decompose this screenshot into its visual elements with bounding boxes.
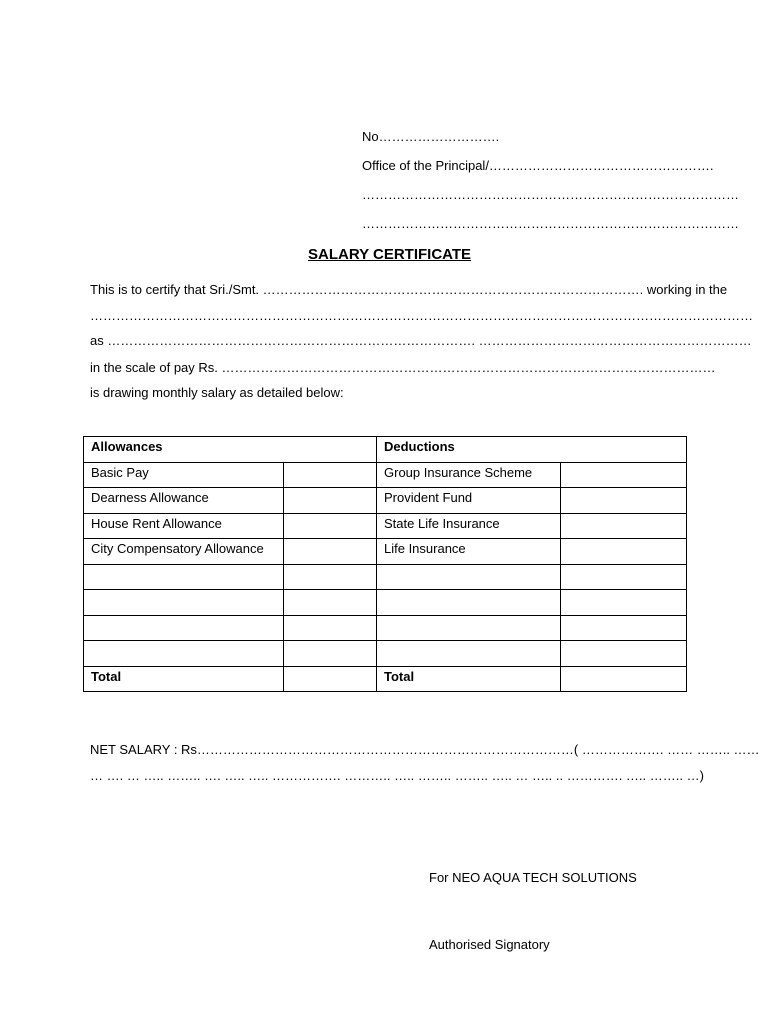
allowance-amount [284, 564, 377, 590]
office-line: Office of the Principal/……………………………………………. [362, 158, 714, 173]
allowance-amount [284, 513, 377, 539]
deduction-amount [561, 462, 687, 488]
reference-number-line: No………………………. [362, 129, 500, 144]
table-row [84, 641, 687, 667]
deduction-label [377, 590, 561, 616]
deduction-label [377, 615, 561, 641]
certify-line [90, 282, 727, 297]
deduction-label [377, 564, 561, 590]
allowance-total-amount [284, 666, 377, 692]
address-blank-line-1: …………………………………………………………………………… [362, 187, 739, 202]
net-salary-words-line: … …. … ….. …….. …. ….. ….. ……………. ……….. ….. …….. …….. ….. … ….. .. …………. ….. …….. …) [90, 768, 704, 783]
address-blank-line-2: …………………………………………………………………………… [362, 216, 739, 231]
deduction-label: State Life Insurance [377, 513, 561, 539]
deduction-amount [561, 564, 687, 590]
deduction-amount [561, 488, 687, 514]
certify-text: This is to certify that Sri./Smt. [90, 282, 260, 297]
allowance-amount [284, 590, 377, 616]
deduction-amount [561, 590, 687, 616]
allowances-header: Allowances [84, 437, 377, 463]
deduction-total-label: Total [377, 666, 561, 692]
allowance-label [84, 590, 284, 616]
deduction-label [377, 641, 561, 667]
allowance-label: House Rent Allowance [84, 513, 284, 539]
net-salary-line: NET SALARY : Rs……………………………………………………………………………( ………………. …… …….. …… [90, 742, 760, 757]
allowance-label [84, 615, 284, 641]
designation-line: as …………………………………………………………………………. ……………………………………………………… [90, 333, 752, 348]
allowance-amount [284, 615, 377, 641]
table-row [84, 539, 687, 565]
deduction-amount [561, 641, 687, 667]
allowance-label [84, 641, 284, 667]
table-row [84, 564, 687, 590]
deduction-amount [561, 539, 687, 565]
table-row [84, 615, 687, 641]
allowance-label: Basic Pay [84, 462, 284, 488]
document-title: SALARY CERTIFICATE [308, 246, 472, 263]
deduction-total-amount [561, 666, 687, 692]
deductions-header: Deductions [377, 437, 687, 463]
allowance-amount [284, 462, 377, 488]
allowance-amount [284, 488, 377, 514]
deduction-amount [561, 513, 687, 539]
allowance-total-label: Total [84, 666, 284, 692]
allowance-label [84, 564, 284, 590]
deduction-amount [561, 615, 687, 641]
deduction-label: Life Insurance [377, 539, 561, 565]
allowance-amount [284, 539, 377, 565]
table-row [84, 462, 687, 488]
company-name: For NEO AQUA TECH SOLUTIONS [429, 870, 637, 885]
table-header-row [84, 437, 687, 463]
authorised-signatory: Authorised Signatory [429, 937, 550, 952]
salary-intro-line: is drawing monthly salary as detailed below: [90, 385, 344, 400]
table-row [84, 590, 687, 616]
table-row [84, 513, 687, 539]
deduction-label: Provident Fund [377, 488, 561, 514]
table-total-row [84, 666, 687, 692]
department-blank-line: ……………………………………………………………………………………………………………………………………… [90, 308, 753, 323]
allowance-label: City Compensatory Allowance [84, 539, 284, 565]
deduction-label: Group Insurance Scheme [377, 462, 561, 488]
allowance-amount [284, 641, 377, 667]
salary-table [83, 436, 687, 692]
name-blank: ……………………………………………………………………………. [262, 282, 644, 297]
pay-scale-line: in the scale of pay Rs. …………………………………………………………………………………………………… [90, 360, 716, 375]
allowance-label: Dearness Allowance [84, 488, 284, 514]
working-in-text: working in the [646, 282, 728, 297]
table-row [84, 488, 687, 514]
